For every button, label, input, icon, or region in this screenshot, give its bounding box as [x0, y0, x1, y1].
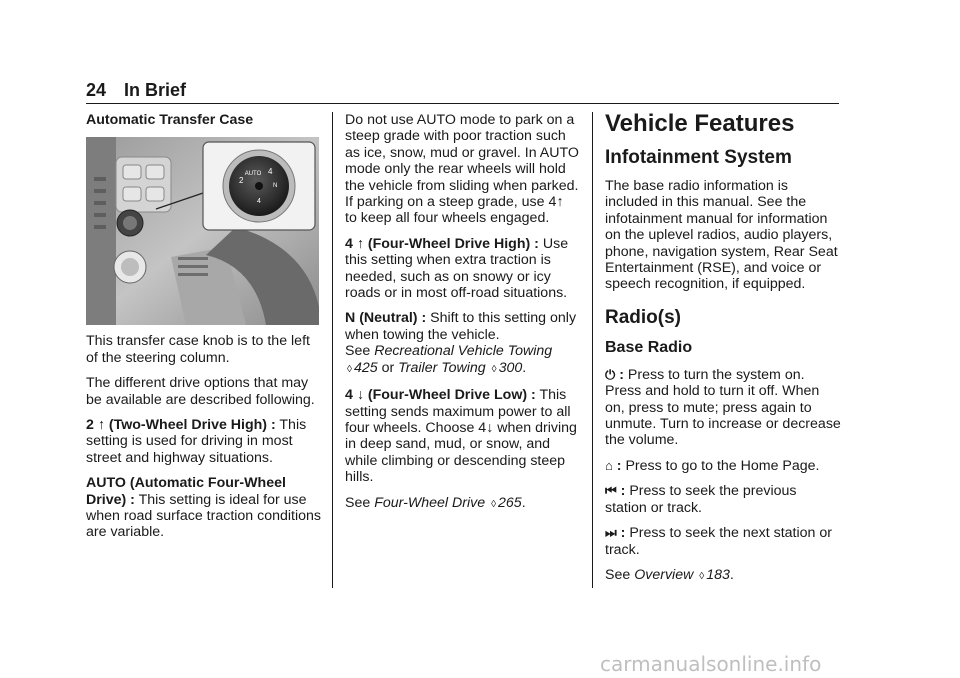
column-divider-1: [332, 112, 333, 588]
seek-back-icon: ⏮: [605, 483, 617, 499]
home-entry: ⌂ : Press to go to the Home Page.: [605, 457, 820, 474]
knob-label-4-high: 4: [268, 167, 273, 177]
ref-link-four-wheel-drive[interactable]: Four-Wheel Drive: [374, 494, 486, 511]
knob-label-auto: AUTO: [244, 171, 262, 178]
arrow-down-icon: ↓: [486, 419, 494, 436]
knob-label-n: N: [273, 183, 278, 190]
see-overview: See Overview ◊ 183.: [605, 566, 734, 583]
page-ref-icon: ◊: [491, 498, 497, 510]
transfer-case-photo: [86, 137, 319, 325]
auto-park-warning: Do not use AUTO mode to park on a steep grade with poor traction such as ice, snow, mud or gravel. In AUTO mode only the rear wheels will hold the vehicle from sliding when parked. If parking on a steep grade, use 4↑ to keep all four wheels engaged.: [345, 112, 579, 227]
arrow-up-icon: ↑: [352, 235, 368, 252]
infotainment-heading: Infotainment System: [605, 147, 792, 168]
seek-forward-icon: ⏭: [605, 525, 617, 541]
page-ref-icon: ◊: [347, 363, 352, 375]
base-radio-heading: Base Radio: [605, 338, 693, 356]
infotainment-text: The base radio information is included in this manual. See the infotainment manual for information on the uplevel radios, audio players, phone, navigation system, Rear Seat Entertainment (RSE), and voice or speech recognition, if equipped.: [605, 178, 838, 293]
column-2: [345, 112, 579, 522]
arrow-up-icon: ↑: [93, 417, 109, 434]
page-header: [86, 80, 186, 101]
watermark: carmanualsonline.info: [600, 652, 822, 676]
header-rule: [86, 103, 839, 104]
vehicle-features-heading: Vehicle Features: [605, 110, 795, 137]
page-ref-icon: ◊: [491, 363, 497, 375]
neutral-entry: N (Neutral) : Shift to this setting only when towing the vehicle. See Recreational Vehicle Towing ◊ 425 or Trailer Towing ◊ 300.: [345, 310, 577, 376]
column-divider-2: [592, 112, 593, 588]
column-3: [605, 110, 841, 594]
page-ref-icon: ◊: [699, 570, 705, 582]
arrow-up-icon: ↑: [556, 194, 564, 211]
knob-label-4-low: 4: [257, 198, 261, 206]
drive-options-text: The different drive options that may be available are described following.: [86, 375, 315, 408]
four-high-entry: 4 ↑ (Four-Wheel Drive High) : Use this setting when extra traction is needed, such as on snowy or icy roads or in most off-road situations.: [345, 235, 569, 302]
ref-link-rv-towing[interactable]: Recreational Vehicle Towing: [374, 343, 553, 360]
column-1: [86, 112, 322, 550]
page-ref-425[interactable]: 425: [353, 359, 378, 376]
radios-heading: Radio(s): [605, 306, 681, 328]
seek-forward-entry: ⏭ : Press to seek the next station or track.: [605, 525, 832, 558]
see-4wd: See Four-Wheel Drive ◊ 265.: [345, 494, 526, 511]
page-ref-300[interactable]: 300: [498, 359, 523, 376]
auto-entry: AUTO (Automatic Four-Wheel Drive) : This setting is ideal for use when road surface traction conditions are variable.: [86, 475, 322, 541]
knob-location-text: This transfer case knob is to the left of the steering column.: [86, 333, 310, 366]
knob-label-2: 2: [239, 176, 244, 186]
page-ref-183[interactable]: 183: [706, 566, 730, 583]
ref-link-trailer-towing[interactable]: Trailer Towing: [398, 359, 486, 376]
power-icon: ⏻: [605, 366, 616, 382]
power-entry: ⏻ : Press to turn the system on. Press and hold to turn it off. When on, press to mute; press again to unmute. Turn to increase or decrease the volume.: [605, 366, 841, 449]
transfer-case-heading: Automatic Transfer Case: [86, 112, 254, 128]
four-low-entry: 4 ↓ (Four-Wheel Drive Low) : This setting sends maximum power to all four wheels. Choose 4↓ when driving in deep sand, mud, or snow, and while climbing or descending steep hills.: [345, 387, 577, 486]
ref-link-overview[interactable]: Overview: [634, 566, 694, 583]
page-ref-265[interactable]: 265: [498, 494, 522, 511]
arrow-down-icon: ↓: [352, 387, 368, 404]
page-number: 24: [86, 80, 107, 100]
section-title: In Brief: [124, 80, 187, 100]
home-icon: ⌂: [605, 457, 613, 473]
two-wd-entry: 2 ↑ (Two-Wheel Drive High) : This setting is used for driving in most street and highway situations.: [86, 417, 307, 466]
seek-back-entry: ⏮ : Press to seek the previous station or track.: [605, 483, 797, 516]
